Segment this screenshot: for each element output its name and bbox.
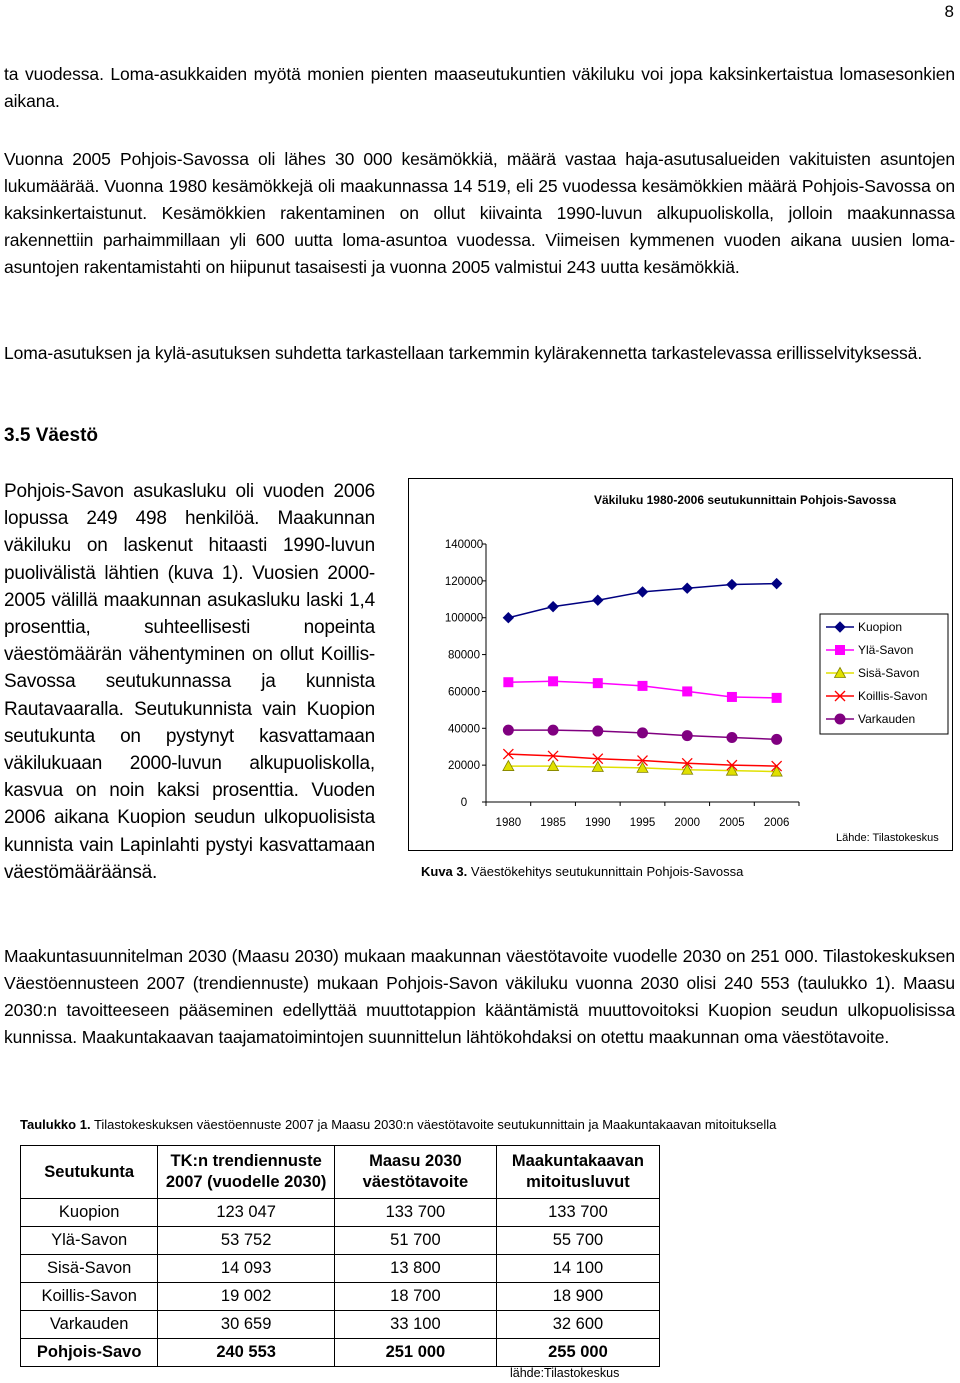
cell-plan-figure: 133 700 xyxy=(496,1199,659,1227)
section-heading: 3.5 Väestö xyxy=(4,425,98,446)
table-total-row xyxy=(21,1339,660,1367)
cell-maasu-target: 18 700 xyxy=(334,1283,496,1311)
data-point-circle xyxy=(548,725,558,735)
cell-region: Ylä-Savon xyxy=(21,1227,158,1255)
cell-region: Varkauden xyxy=(21,1311,158,1339)
x-tick-label: 1985 xyxy=(540,817,566,829)
data-point-circle xyxy=(772,734,782,744)
cell-region: Pohjois-Savo xyxy=(21,1339,158,1367)
cell-region: Kuopion xyxy=(21,1199,158,1227)
y-tick-label: 60000 xyxy=(448,686,480,699)
figure-caption-text: Väestökehitys seutukunnittain Pohjois-Savossa xyxy=(467,864,744,879)
paragraph-after-figure: Maakuntasuunnitelman 2030 (Maasu 2030) mukaan maakunnan väestötavoite vuodelle 2030 on 251 000. Tilastokeskuksen Väestöennusteen 2007 (trendiennuste) mukaan Pohjois-Savon väkiluku vuonna 2030 olisi 240 553 (taulukko 1). Maasu 2030:n tavoitteeseen pääseminen edellyttää muuttotappion kääntämistä muuttovoitoksi Kuopion seudun ulkopuolisissa kunnissa. Maakuntakaavan taajamatoimintojen suunnittelun lähtökohdaksi on otettu maakunnan oma väestötavoite. xyxy=(4,946,955,1047)
x-tick-label: 2000 xyxy=(674,817,701,829)
table-caption-text: Tilastokeskuksen väestöennuste 2007 ja Maasu 2030:n väestötavoite seutukunnittain ja Maakuntakaavan mitoituksella xyxy=(90,1117,777,1132)
table-row xyxy=(21,1199,660,1227)
cell-tk-forecast: 14 093 xyxy=(158,1255,335,1283)
cell-region: Koillis-Savon xyxy=(21,1283,158,1311)
data-point-square xyxy=(727,692,736,701)
cell-plan-figure: 55 700 xyxy=(496,1227,659,1255)
cell-tk-forecast: 19 002 xyxy=(158,1283,335,1311)
paragraph-3: Loma-asutuksen ja kylä-asutuksen suhdetta tarkastellaan tarkemmin kylärakennetta tarkastelevassa erillisselvityksessä. xyxy=(4,343,923,363)
figure-source: Lähde: Tilastokeskus xyxy=(836,832,939,844)
chart-container xyxy=(408,478,953,851)
data-point-circle xyxy=(503,725,513,735)
table-row xyxy=(21,1283,660,1311)
cell-plan-figure: 18 900 xyxy=(496,1283,659,1311)
cell-maasu-target: 251 000 xyxy=(334,1339,496,1367)
cell-region: Sisä-Savon xyxy=(21,1255,158,1283)
legend-label: Ylä-Savon xyxy=(858,643,914,657)
header-maasu-target: Maasu 2030 väestötavoite xyxy=(334,1146,496,1199)
y-tick-label: 20000 xyxy=(448,760,480,773)
cell-plan-figure: 14 100 xyxy=(496,1255,659,1283)
table-row xyxy=(21,1255,660,1283)
cell-plan-figure: 32 600 xyxy=(496,1311,659,1339)
figure-label: Kuva 3. xyxy=(421,864,468,879)
cell-maasu-target: 133 700 xyxy=(334,1199,496,1227)
paragraph-1: ta vuodessa. Loma-asukkaiden myötä monien pienten maaseutukuntien väkiluku voi jopa kaksinkertaistua lomasesonkien aikana. xyxy=(4,64,955,111)
x-tick-label: 2005 xyxy=(719,817,745,829)
population-table xyxy=(20,1145,660,1367)
side-paragraph: Pohjois-Savon asukasluku oli vuoden 2006 lopussa 249 498 henkilöä. Maakunnan väkiluku on laskenut hitaasti 1990-luvun puolivälistä lähtien (kuva 1). Vuosien 2000-2005 välillä maakunnan asukasluku laski 1,4 prosenttia, suhteellisesti nopeinta väestömäärän vähentyminen on ollut Koillis-Savossa seutukunnassa ja kunnista Rautavaaralla. Seutukunnista vain Kuopion seutukunta on pystynyt kasvattamaan väkilukuaan 2000-luvun alkupuoliskolla, kasvua on noin kaksi prosenttia. Vuoden 2006 aikana Kuopion seudun ulkopuolisista kunnista vain Lapinlahti pystyi kasvattamaan väestömääräänsä. xyxy=(4,481,375,883)
cell-tk-forecast: 53 752 xyxy=(158,1227,335,1255)
cell-tk-forecast: 30 659 xyxy=(158,1311,335,1339)
table-label: Taulukko 1. xyxy=(20,1117,91,1132)
chart-title: Väkiluku 1980-2006 seutukunnittain Pohjois-Savossa xyxy=(593,493,897,507)
y-tick-label: 100000 xyxy=(444,612,484,625)
paragraph-2: Vuonna 2005 Pohjois-Savossa oli lähes 30 000 kesämökkiä, määrä vastaa haja-asutusalueiden vakituisten asuntojen lukumäärää. Vuonna 1980 kesämökkejä oli maakunnassa 14 519, eli 25 vuodessa kesämökkien määrä Pohjois-Savossa on kaksinkertaistunut. Kesämökkien rakentaminen on ollut kiivainta 1990-luvun alkupuoliskolla, jolloin maakunnassa rakennettiin parhaimmillaan yli 600 uutta loma-asuntoa vuodessa. Viimeisen kymmenen vuoden aikana uusien loma-asuntojen rakentamistahti on hiipunut tasaisesti ja vuonna 2005 valmistui 243 uutta kesämökkiä. xyxy=(4,149,955,277)
cell-maasu-target: 33 100 xyxy=(334,1311,496,1339)
data-point-square xyxy=(593,679,602,688)
data-point-circle xyxy=(727,733,737,743)
x-tick-label: 1990 xyxy=(584,817,611,829)
data-point-circle xyxy=(593,726,603,736)
y-tick-label: 140000 xyxy=(444,539,484,551)
table-source: lähde:Tilastokeskus xyxy=(510,1366,620,1380)
cell-maasu-target: 13 800 xyxy=(334,1255,496,1283)
legend-label: Varkauden xyxy=(858,712,916,726)
cell-maasu-target: 51 700 xyxy=(334,1227,496,1255)
data-point-square xyxy=(772,693,781,702)
data-point-circle xyxy=(638,728,648,738)
data-point-circle xyxy=(835,714,845,724)
data-point-square xyxy=(549,677,558,686)
population-line-chart xyxy=(408,478,953,851)
y-tick-label: 0 xyxy=(460,797,468,809)
cell-tk-forecast: 123 047 xyxy=(158,1199,335,1227)
header-region: Seutukunta xyxy=(21,1146,158,1199)
data-point-square xyxy=(638,681,647,690)
data-point-square xyxy=(683,687,692,696)
header-plan-figures: Maakuntakaavan mitoitusluvut xyxy=(496,1146,659,1199)
legend-label: Kuopion xyxy=(858,620,903,634)
table-caption xyxy=(20,1117,776,1132)
cell-tk-forecast: 240 553 xyxy=(158,1339,335,1367)
data-point-square xyxy=(504,678,513,687)
data-point-circle xyxy=(682,731,692,741)
data-point-square xyxy=(836,646,845,655)
x-tick-label: 1980 xyxy=(495,817,522,829)
x-tick-label: 2006 xyxy=(763,817,790,829)
page-number: 8 xyxy=(944,2,954,21)
figure-caption xyxy=(421,864,743,879)
y-tick-label: 40000 xyxy=(448,723,480,736)
table-row xyxy=(21,1227,660,1255)
legend-label: Koillis-Savon xyxy=(858,689,928,703)
y-tick-label: 80000 xyxy=(448,649,480,662)
x-tick-label: 1995 xyxy=(629,817,656,829)
cell-plan-figure: 255 000 xyxy=(496,1339,659,1367)
table-header-row xyxy=(21,1146,660,1199)
y-tick-label: 120000 xyxy=(444,575,484,588)
table-row xyxy=(21,1311,660,1339)
legend-label: Sisä-Savon xyxy=(858,666,920,680)
header-tk-forecast: TK:n trendiennuste 2007 (vuodelle 2030) xyxy=(158,1146,335,1199)
